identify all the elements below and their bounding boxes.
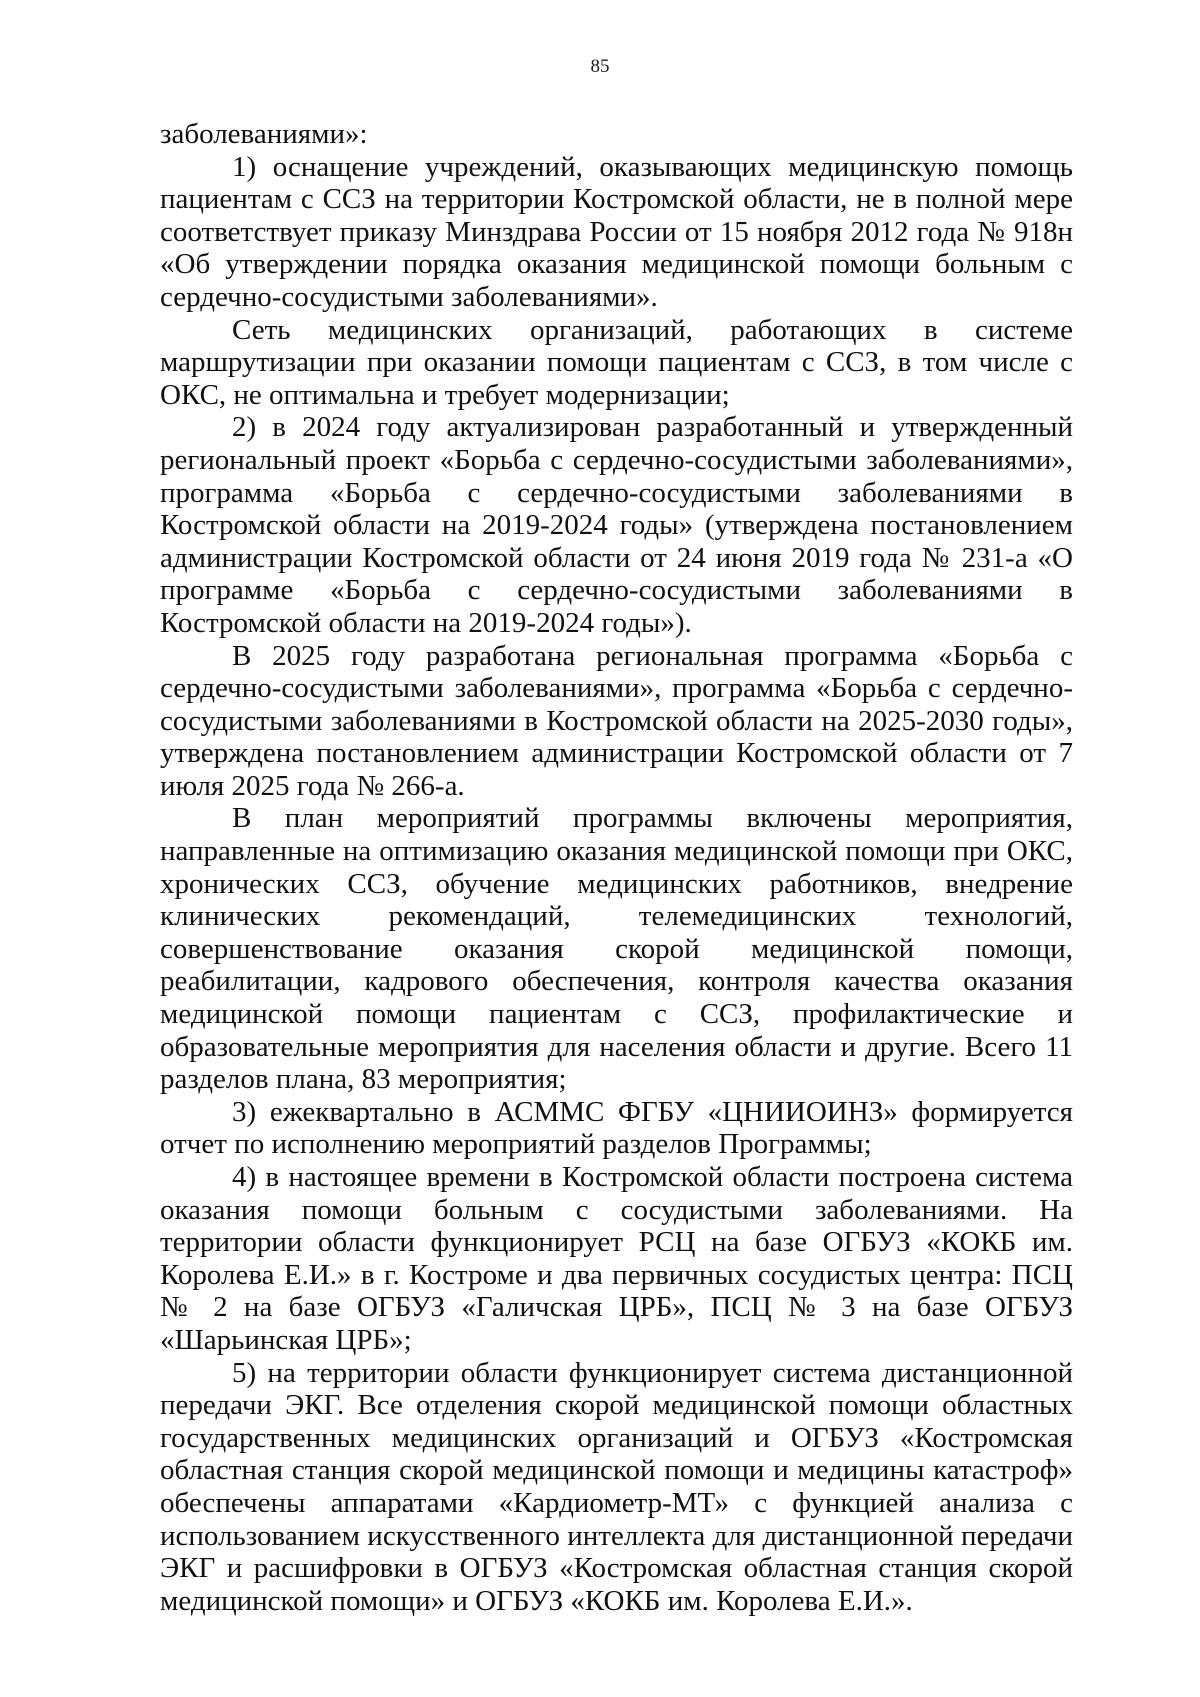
paragraph-program-2025: В 2025 году разработана региональная программа «Борьба с сердечно-сосудистыми заболеваниями», программа «Борьба с сердечно-сосудистыми заболеваниями в Костромской области на 2025-2030 годы», утверждена постановлением администрации Костромской области от 7 июля 2025 года № 266-а. — [160, 639, 1073, 802]
paragraph-continuation: заболеваниями»: — [160, 118, 368, 150]
document-body — [160, 118, 1073, 1617]
paragraph-item-2: 2) в 2024 году актуализирован разработанный и утвержденный региональный проект «Борьба с сердечно-сосудистыми заболеваниями», программа «Борьба с сердечно-сосудистыми заболеваниями в Костромской области на 2019-2024 годы» (утверждена постановлением администрации Костромской области от 24 июня 2019 года № 231-а «О программе «Борьба с сердечно-сосудистыми заболеваниями в Костромской области на 2019-2024 годы»). — [160, 411, 1073, 639]
paragraph-network: Сеть медицинских организаций, работающих в системе маршрутизации при оказании помощи пациентам с ССЗ, в том числе с ОКС, не оптимальна и требует модернизации; — [160, 313, 1073, 411]
paragraph-action-plan: В план мероприятий программы включены мероприятия, направленные на оптимизацию оказания медицинской помощи при ОКС, хронических ССЗ, обучение медицинских работников, внедрение клинических рекомендаций, телемедицинских технологий, совершенствование оказания скорой медицинской помощи, реабилитации, кадрового обеспечения, контроля качества оказания медицинской помощи пациентам с ССЗ, профилактические и образовательные мероприятия для населения области и другие. Всего 11 разделов плана, 83 мероприятия; — [160, 802, 1073, 1096]
page-number: 85 — [590, 56, 610, 77]
paragraph-item-1: 1) оснащение учреждений, оказывающих медицинскую помощь пациентам с ССЗ на территории Костромской области, не в полной мере соответствует приказу Минздрава России от 15 ноября 2012 года № 918н «Об утверждении порядка оказания медицинской помощи больным с сердечно-сосудистыми заболеваниями». — [160, 150, 1073, 313]
paragraph-item-4: 4) в настоящее времени в Костромской области построена система оказания помощи больным с сосудистыми заболеваниями. На территории области функционирует РСЦ на базе ОГБУЗ «КОКБ им. Королева Е.И.» в г. Костроме и два первичных сосудистых центра: ПСЦ № 2 на базе ОГБУЗ «Галичская ЦРБ», ПСЦ № 3 на базе ОГБУЗ «Шарьинская ЦРБ»; — [160, 1161, 1073, 1356]
paragraph-item-3: 3) ежеквартально в АСММС ФГБУ «ЦНИИОИНЗ» формируется отчет по исполнению мероприятий разделов Программы; — [160, 1095, 1073, 1161]
paragraph-item-5: 5) на территории области функционирует система дистанционной передачи ЭКГ. Все отделения скорой медицинской помощи областных государственных медицинских организаций и ОГБУЗ «Костромская областная станция скорой медицинской помощи и медицины катастроф» обеспечены аппаратами «Кардиометр-МТ» с функцией анализа с использованием искусственного интеллекта для дистанционной передачи ЭКГ и расшифровки в ОГБУЗ «Костромская областная станция скорой медицинской помощи» и ОГБУЗ «КОКБ им. Королева Е.И.». — [160, 1356, 1073, 1617]
